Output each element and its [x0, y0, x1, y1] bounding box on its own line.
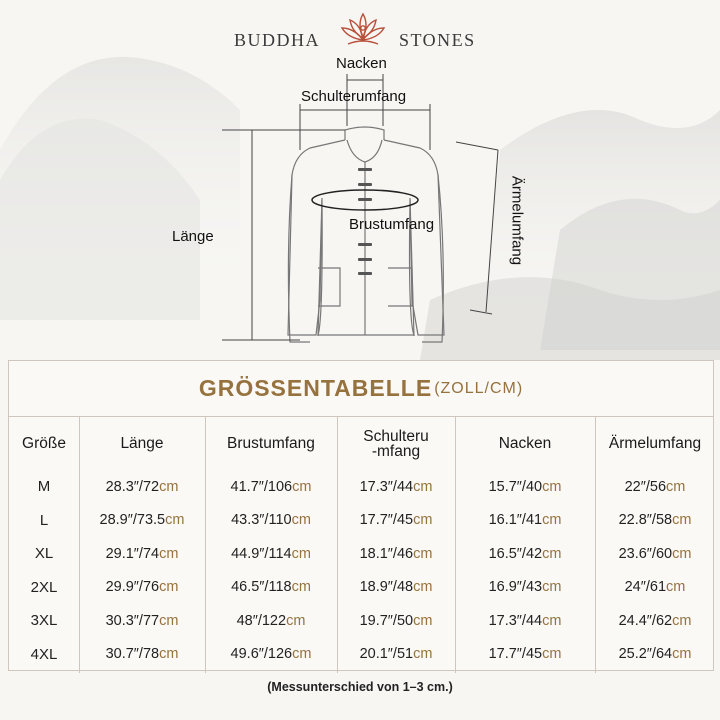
header-groesse: Größe: [22, 435, 66, 452]
value-cell-laenge: [79, 470, 205, 504]
value-number: 16.9″/43: [488, 579, 543, 596]
value-unit: cm: [159, 646, 179, 663]
value-cell-schulterumfang: [337, 504, 455, 538]
value-unit: cm: [292, 478, 312, 495]
table-title-unit: (ZOLL/CM): [434, 379, 524, 397]
label-laenge: Länge: [172, 228, 214, 245]
header-nacken: Nacken: [498, 435, 552, 452]
value-unit: cm: [542, 545, 562, 562]
value-cell-brustumfang: [205, 571, 337, 605]
value-unit: cm: [159, 545, 179, 562]
value-number: 28.9″/73.5: [99, 512, 166, 529]
value-number: 19.7″/50: [359, 612, 414, 629]
value-unit: cm: [672, 545, 692, 562]
value-unit: cm: [413, 612, 433, 629]
value-number: 44.9″/114: [231, 545, 292, 562]
label-schulterumfang: Schulterumfang: [301, 88, 407, 105]
value-number: 28.3″/72: [105, 478, 160, 495]
value-unit: cm: [666, 478, 686, 495]
value-cell-schulterumfang: [337, 571, 455, 605]
value-unit: cm: [291, 545, 311, 562]
value-unit: cm: [165, 512, 185, 529]
value-unit: cm: [413, 545, 433, 562]
value-unit: cm: [413, 579, 433, 596]
value-number: 22″/56: [624, 478, 667, 495]
column-divider: [455, 417, 456, 673]
column-divider: [337, 417, 338, 673]
value-number: 22.8″/58: [618, 512, 673, 529]
value-cell-schulterumfang: [337, 537, 455, 571]
value-unit: cm: [542, 512, 562, 529]
value-cell-nacken: [455, 470, 595, 504]
value-number: 23.6″/60: [618, 545, 673, 562]
value-number: 25.2″/64: [618, 646, 673, 663]
value-cell-nacken: [455, 638, 595, 672]
value-cell-schulterumfang: [337, 470, 455, 504]
value-unit: cm: [542, 612, 562, 629]
value-cell-aermelumfang: [595, 504, 715, 538]
value-cell-nacken: [455, 537, 595, 571]
value-cell-brustumfang: [205, 604, 337, 638]
value-unit: cm: [672, 612, 692, 629]
size-cell: 4XL: [30, 645, 58, 663]
value-cell-brustumfang: [205, 504, 337, 538]
brand-name-right: STONES: [399, 30, 476, 50]
value-number: 16.1″/41: [488, 512, 543, 529]
value-number: 24.4″/62: [618, 612, 673, 629]
value-cell-nacken: [455, 604, 595, 638]
value-unit: cm: [291, 512, 311, 529]
value-cell-laenge: [79, 571, 205, 605]
value-cell-nacken: [455, 504, 595, 538]
value-number: 29.1″/74: [105, 545, 160, 562]
value-number: 20.1″/51: [359, 646, 414, 663]
value-number: 43.3″/110: [231, 512, 292, 529]
header-brustumfang: Brustumfang: [227, 435, 315, 452]
value-unit: cm: [542, 579, 562, 596]
value-number: 18.1″/46: [359, 545, 414, 562]
value-cell-laenge: [79, 638, 205, 672]
value-number: 24″/61: [624, 579, 667, 596]
value-cell-laenge: [79, 604, 205, 638]
value-number: 30.3″/77: [105, 612, 160, 629]
header-laenge: Länge: [120, 435, 164, 452]
value-number: 17.7″/45: [359, 512, 414, 529]
header-schulterumfang: [337, 417, 455, 470]
value-cell-laenge: [79, 504, 205, 538]
value-unit: cm: [666, 579, 686, 596]
value-unit: cm: [672, 646, 692, 663]
value-cell-aermelumfang: [595, 537, 715, 571]
value-cell-aermelumfang: [595, 470, 715, 504]
value-number: 17.3″/44: [359, 478, 414, 495]
column-divider: [79, 417, 80, 673]
value-number: 49.6″/126: [230, 646, 293, 663]
table-title: [9, 361, 713, 417]
label-nacken: Nacken: [336, 55, 387, 72]
value-cell-brustumfang: [205, 638, 337, 672]
value-cell-schulterumfang: [337, 638, 455, 672]
value-number: 17.7″/45: [488, 646, 543, 663]
value-cell-brustumfang: [205, 537, 337, 571]
column-divider: [205, 417, 206, 673]
size-grid: [9, 417, 713, 671]
value-unit: cm: [291, 579, 311, 596]
value-number: 48″/122: [236, 612, 287, 629]
size-cell: M: [37, 478, 51, 496]
value-number: 29.9″/76: [105, 579, 160, 596]
value-unit: cm: [159, 612, 179, 629]
size-cell: 2XL: [30, 578, 58, 596]
table-title-text: GRÖSSENTABELLE: [198, 375, 433, 401]
value-unit: cm: [672, 512, 692, 529]
label-aermelumfang: Ärmelumfang: [508, 175, 526, 266]
footnote: (Messunterschied von 1–3 cm.): [267, 680, 453, 694]
label-brustumfang: Brustumfang: [349, 216, 435, 233]
value-number: 30.7″/78: [105, 646, 160, 663]
header-schulter-line2: -mfang: [371, 442, 421, 460]
value-unit: cm: [286, 612, 306, 629]
value-number: 16.5″/42: [488, 545, 543, 562]
column-divider: [595, 417, 596, 673]
header-aermelumfang: Ärmelumfang: [608, 435, 702, 452]
value-unit: cm: [413, 646, 433, 663]
value-number: 15.7″/40: [488, 478, 543, 495]
value-cell-schulterumfang: [337, 604, 455, 638]
brand-name-left: BUDDHA: [234, 30, 321, 50]
value-cell-laenge: [79, 537, 205, 571]
value-number: 18.9″/48: [359, 579, 414, 596]
value-cell-aermelumfang: [595, 638, 715, 672]
size-table: [8, 360, 714, 671]
value-number: 17.3″/44: [488, 612, 543, 629]
value-unit: cm: [159, 579, 179, 596]
value-unit: cm: [413, 478, 433, 495]
header-schulter-line1: Schulteru: [363, 427, 429, 445]
size-cell: 3XL: [30, 612, 58, 630]
value-number: 46.5″/118: [231, 579, 292, 596]
value-cell-aermelumfang: [595, 604, 715, 638]
value-unit: cm: [542, 478, 562, 495]
size-cell: XL: [34, 545, 54, 563]
size-cell: L: [39, 511, 49, 529]
value-number: 41.7″/106: [230, 478, 293, 495]
value-cell-aermelumfang: [595, 571, 715, 605]
value-unit: cm: [413, 512, 433, 529]
value-unit: cm: [292, 646, 312, 663]
value-unit: cm: [542, 646, 562, 663]
value-cell-brustumfang: [205, 470, 337, 504]
value-unit: cm: [159, 478, 179, 495]
value-cell-nacken: [455, 571, 595, 605]
